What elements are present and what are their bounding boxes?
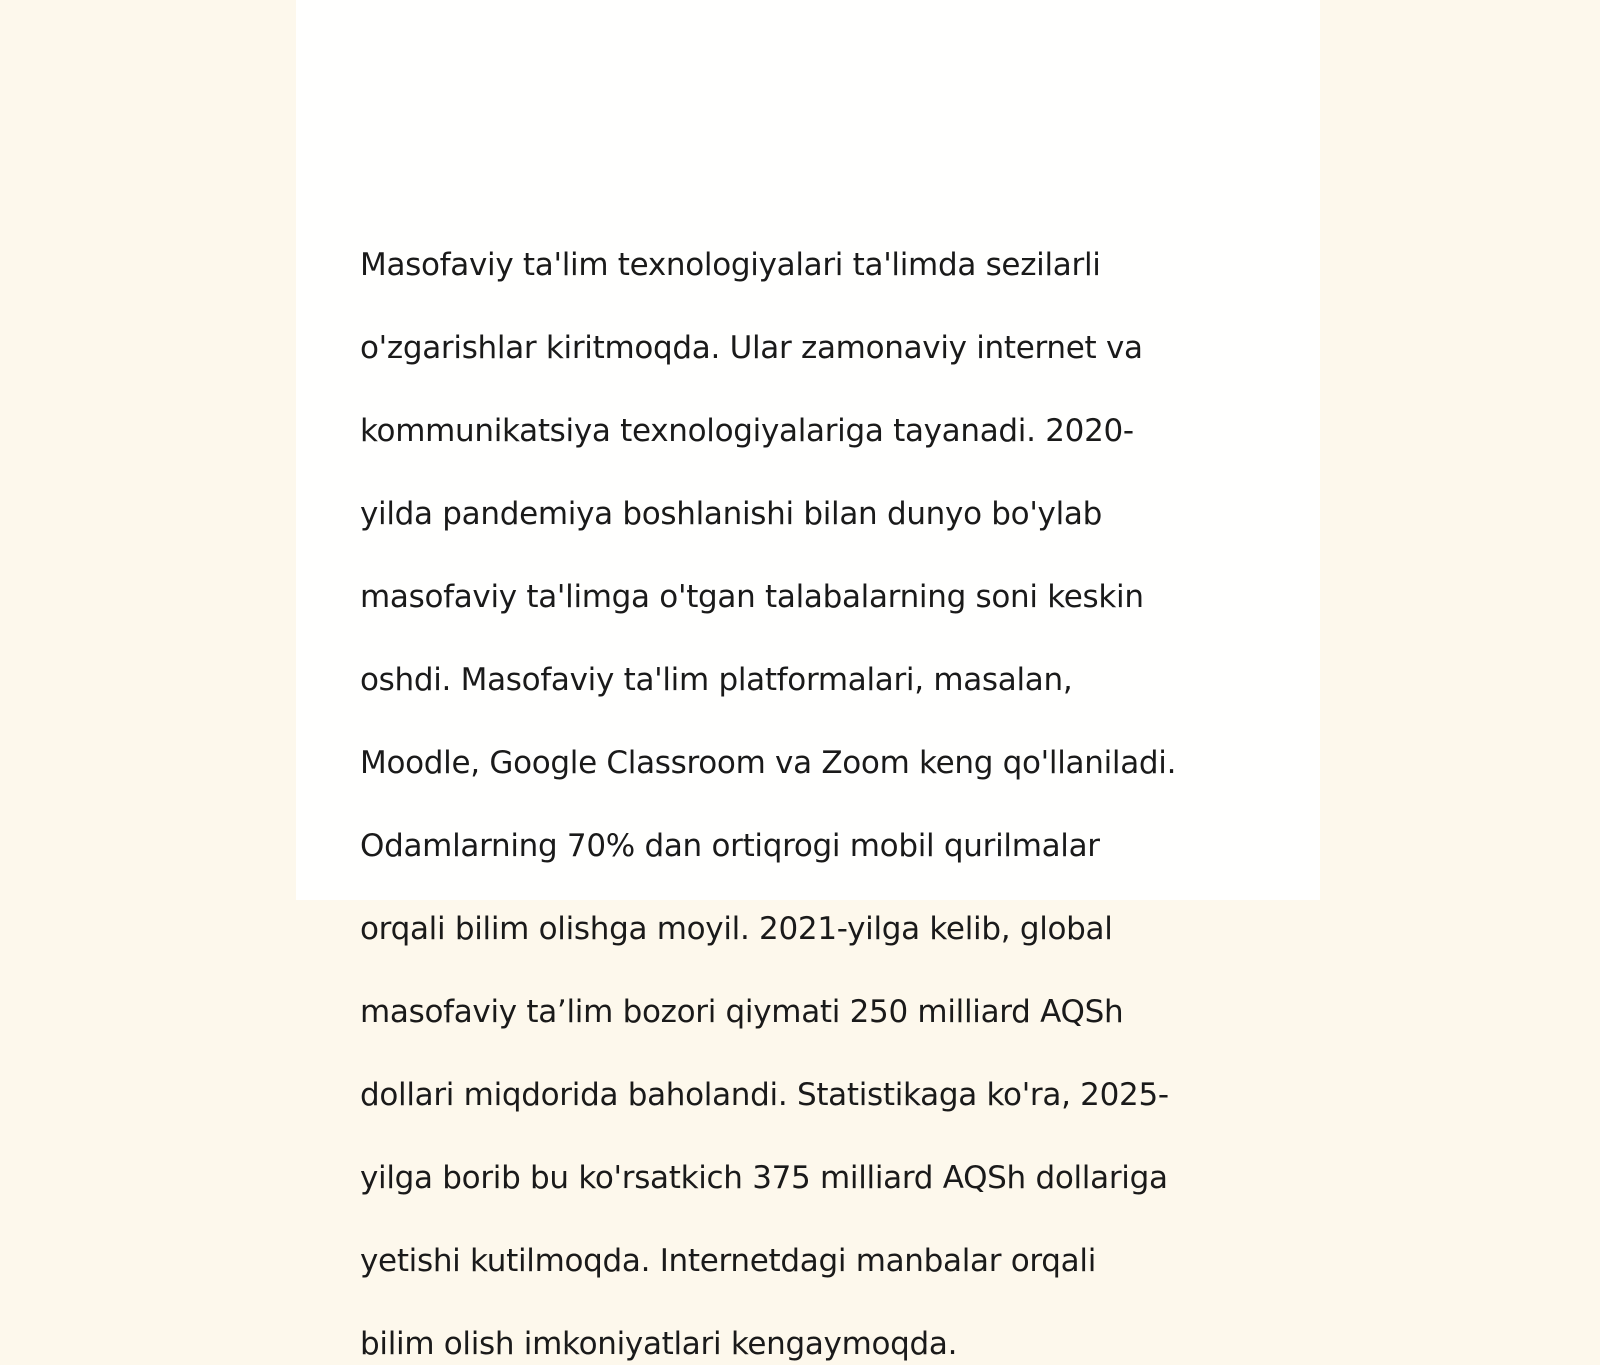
text-line: Masofaviy ta'lim texnologiyalari ta'limda sezilarli [360,246,1101,283]
text-line: yetishi kutilmoqda. Internetdagi manbalar orqali [360,1242,1097,1279]
document-page [296,0,1320,1362]
text-line: orqali bilim olishga moyil. 2021-yilga kelib, global [360,910,1113,947]
text-line: Odamlarning 70% dan ortiqrogi mobil qurilmalar [360,827,1100,864]
text-line: o'zgarishlar kiritmoqda. Ular zamonaviy internet va [360,329,1143,366]
body-paragraph [360,203,1255,1365]
text-line: dollari miqdorida baholandi. Statistikaga ko'ra, 2025- [360,1076,1169,1113]
text-line: Moodle, Google Classroom va Zoom keng qo'llaniladi. [360,744,1177,781]
text-line: masofaviy ta'limga o'tgan talabalarning soni keskin [360,578,1144,615]
text-line: masofaviy ta’lim bozori qiymati 250 milliard AQSh [360,993,1124,1030]
text-line: yilda pandemiya boshlanishi bilan dunyo bo'ylab [360,495,1102,532]
text-line: bilim olish imkoniyatlari kengaymoqda. [360,1325,958,1362]
text-line: oshdi. Masofaviy ta'lim platformalari, masalan, [360,661,1073,698]
text-line: yilga borib bu ko'rsatkich 375 milliard AQSh dollariga [360,1159,1168,1196]
text-line: kommunikatsiya texnologiyalariga tayanadi. 2020- [360,412,1134,449]
